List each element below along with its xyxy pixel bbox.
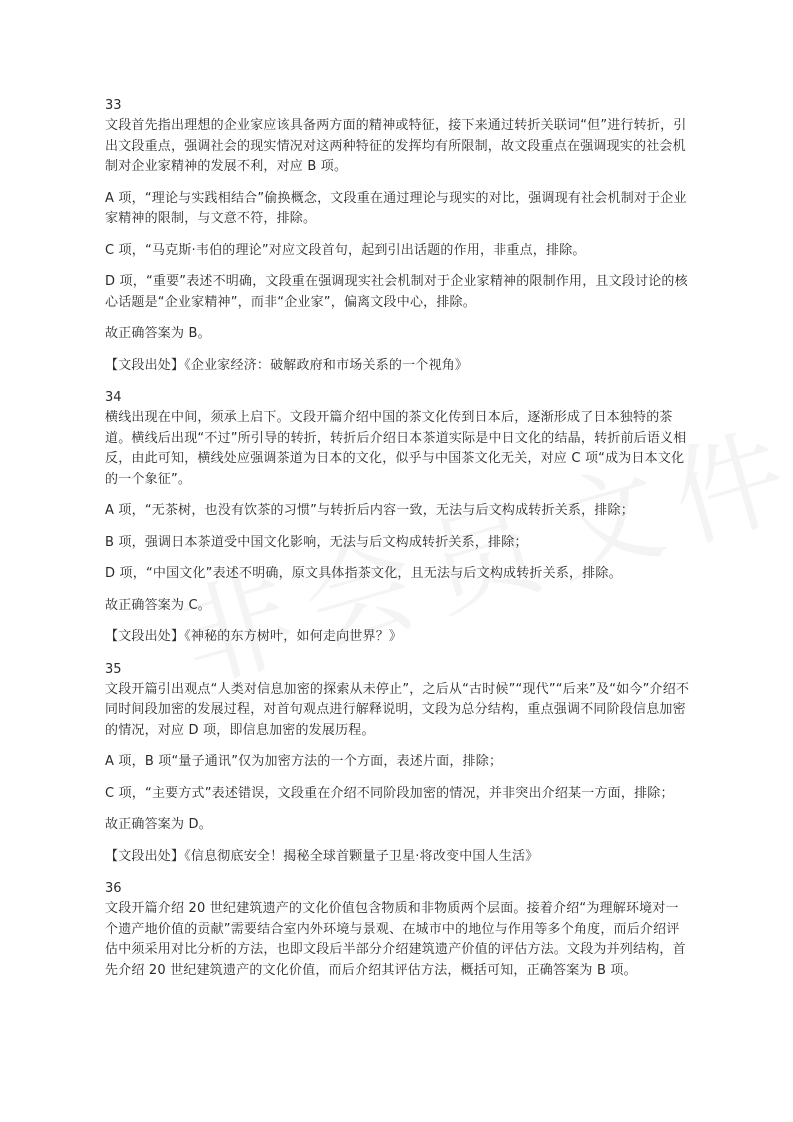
question-36 [105, 879, 690, 981]
question-number: 34 [105, 390, 122, 405]
option-b-analysis: B 项，强调日本茶道受中国文化影响，无法与后文构成转折关系，排除； [105, 534, 528, 550]
answer-line: 故正确答案为 D。 [105, 817, 212, 832]
analysis-paragraph: 横线出现在中间，须承上启下。文段开篇介绍中国的茶文化传到日本后，逐渐形成了日本独特的茶道。横线后出现“不过”所引导的转折，转折后介绍日本茶道实际是中日文化的结晶，转折前后语义相反，由此可知，横线处应强调茶道为日本的文化，似乎与中国茶文化无关，对应 C 项“成为日本文化的一个象征”。 [105, 410, 687, 487]
option-c-analysis: C 项，“马克斯·韦伯的理论”对应文段首句，起到引出话题的作用，非重点，排除。 [105, 242, 586, 258]
option-d-analysis: D 项，“中国文化”表述不明确，原文具体指茶文化，且无法与后文构成转折关系，排除。 [105, 566, 622, 581]
question-number: 33 [105, 98, 122, 113]
question-33 [105, 96, 690, 376]
answer-line: 故正确答案为 C。 [105, 597, 212, 613]
analysis-paragraph: 文段首先指出理想的企业家应该具备两方面的精神或特征，接下来通过转折关联词“但”进行转折，引出文段重点，强调社会的现实情况对这两种特征的发挥均有所限制，故文段重点在强调现实的社会机制对企业家精神的发展不利，对应 B 项。 [105, 118, 687, 174]
source-line: 【文段出处】《神秘的东方树叶，如何走向世界？》 [105, 629, 403, 644]
source-line: 【文段出处】《信息彻底安全！揭秘全球首颗量子卫星·将改变中国人生活》 [105, 848, 539, 864]
option-a-analysis: A 项，“无茶树，也没有饮茶的习惯”与转折后内容一致，无法与后文构成转折关系，排除； [105, 503, 634, 518]
option-c-analysis: C 项，“主要方式”表述错误，文段重在介绍不同阶段加密的情况，并非突出介绍某一方面，排除； [105, 785, 674, 801]
analysis-paragraph: 文段开篇引出观点“人类对信息加密的探索从未停止”，之后从“古时候”“现代”“后来”及“如今”介绍不同时间段加密的发展过程，对首句观点进行解释说明，文段为总分结构，重点强调不同阶段信息加密的情况，对应 D 项，即信息加密的发展历程。 [105, 681, 690, 738]
option-a-analysis: A 项，“理论与实践相结合”偷换概念，文段重在通过理论与现实的对比，强调现有社会机制对于企业家精神的限制，与文意不符，排除。 [105, 190, 687, 226]
source-line: 【文段出处】《企业家经济：破解政府和市场关系的一个视角》 [105, 357, 469, 373]
option-ab-analysis: A 项，B 项“量子通讯”仅为加密方法的一个方面，表述片面，排除； [105, 754, 503, 769]
question-34 [105, 388, 690, 648]
document-page [105, 96, 690, 993]
question-number: 36 [105, 881, 122, 896]
analysis-paragraph: 文段开篇介绍 20 世纪建筑遗产的文化价值包含物质和非物质两个层面。接着介绍“为理解环境对一个遗产地价值的贡献”需要结合室内外环境与景观、在城市中的地位与作用等多个角度，而后介绍评估中须采用对比分析的方法，也即文段后半部分介绍建筑遗产价值的评估方法。文段为并列结构，首先介绍 20 世纪建筑遗产的文化价值，而后介绍其评估方法，概括可知，正确答案为 B 项。 [105, 901, 686, 978]
question-35 [105, 660, 690, 868]
answer-line: 故正确答案为 B。 [105, 326, 211, 341]
question-number: 35 [105, 661, 122, 677]
option-d-analysis: D 项，“重要”表述不明确，文段重在强调现实社会机制对于企业家精神的限制作用，且文段讨论的核心话题是“企业家精神”，而非“企业家”，偏离文段中心，排除。 [105, 274, 688, 310]
